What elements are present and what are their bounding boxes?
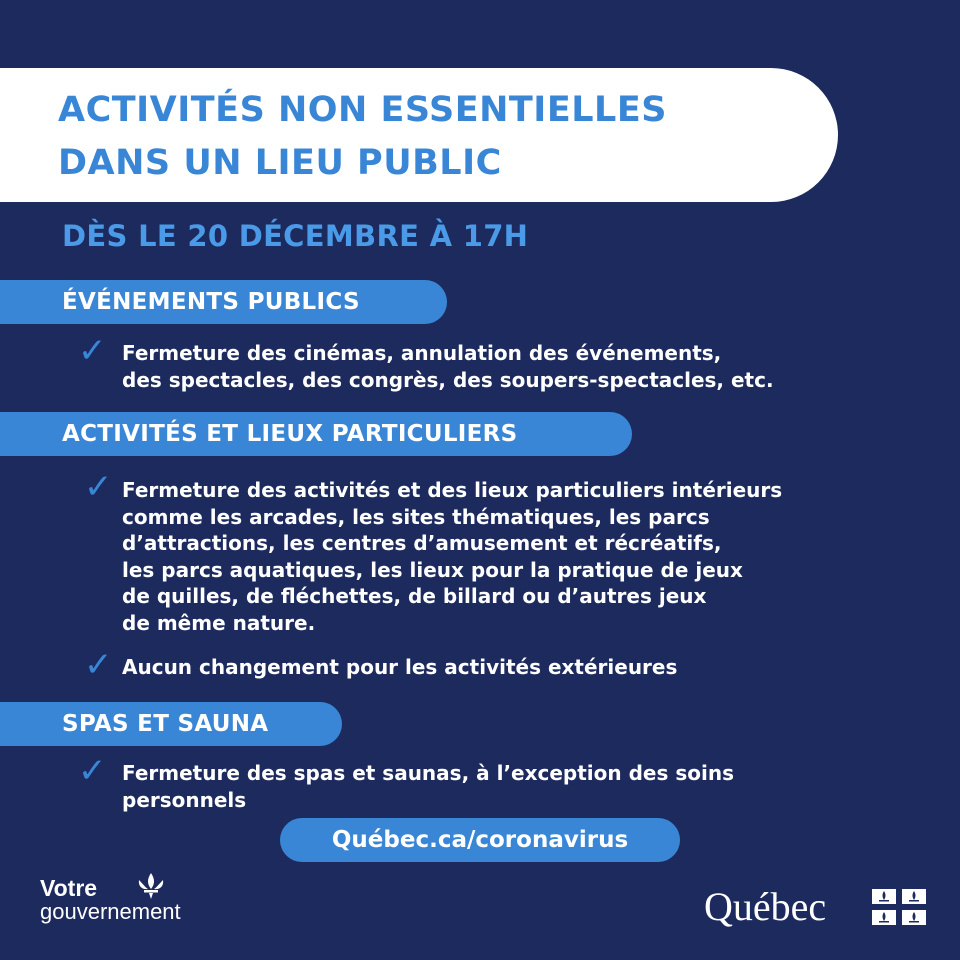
title-line-2: DANS UN LIEU PUBLIC xyxy=(58,143,502,183)
votre-gouvernement-logo: Votre gouvernement xyxy=(40,875,181,924)
quebec-logo: Québec xyxy=(704,884,827,929)
bullet-item: Fermeture des spas et saunas, à l’exception des soins personnels xyxy=(122,761,734,812)
section-label-public-events: ÉVÉNEMENTS PUBLICS xyxy=(62,289,360,315)
bullet-item: Fermeture des cinémas, annulation des événements, des spectacles, des congrès, des soupers-spectacles, etc. xyxy=(122,341,774,392)
date-line: DÈS LE 20 DÉCEMBRE À 17H xyxy=(62,219,529,253)
check-icon: ✓ xyxy=(84,645,113,685)
check-icon: ✓ xyxy=(78,751,107,791)
section-label-spas: SPAS ET SAUNA xyxy=(62,711,269,737)
url-link[interactable]: Québec.ca/coronavirus xyxy=(280,818,680,862)
bullet-item: Aucun changement pour les activités extérieures xyxy=(122,655,678,679)
check-icon: ✓ xyxy=(78,331,107,371)
check-icon: ✓ xyxy=(84,467,113,507)
fleur-de-lys-icon xyxy=(136,872,166,900)
section-label-particular-activities: ACTIVITÉS ET LIEUX PARTICULIERS xyxy=(62,421,518,447)
title-line-1: ACTIVITÉS NON ESSENTIELLES xyxy=(58,90,667,130)
quebec-flag-icon xyxy=(872,889,926,925)
bullet-item: Fermeture des activités et des lieux particuliers intérieurs comme les arcades, les sites thématiques, les parcs d’attractions, les centres d’amusement et récréatifs, les parcs aquatiques, les lieux pour la pratique de jeux de quilles, de fléchettes, de billard ou d’autres jeux de même nature. xyxy=(122,478,783,635)
